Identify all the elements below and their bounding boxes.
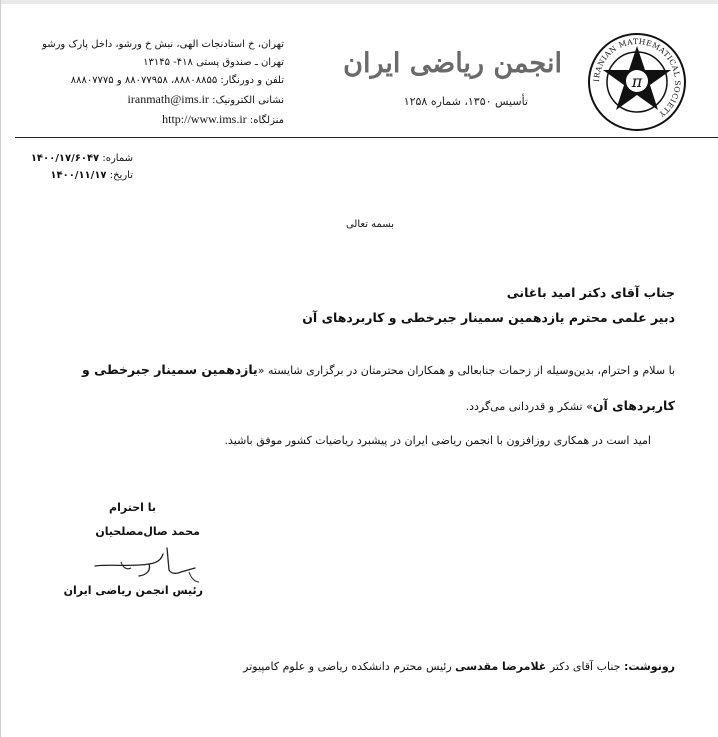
letter-date-value: ۱۴۰۰/۱۱/۱۷ [50,170,107,181]
email-line [4,90,284,110]
logo-pi-symbol: π [631,72,643,91]
web-line [4,110,284,130]
cc-title: رئیس محترم دانشکده ریاضی و علوم کامپیوتر [243,660,452,673]
web-label: منزلگاه: [249,115,284,126]
logo-ring-text: IRANIAN MATHEMATICAL SOCIETY [591,36,683,120]
email-label: نشانی الکترونیک: [212,95,284,106]
address-line-1: تهران، خ استادنجات الهی، نبش خ ورشو، داخل پارک ورشو [42,39,284,50]
contact-block [4,36,284,130]
society-name: انجمن ریاضی ایران [343,48,562,79]
phone-line: تلفن و دورنگار: ۸۸۸۰۸۸۵۵، ۸۸۰۷۷۹۵۸ و ۸۸۸۰۷۷۷۵ [70,75,284,86]
cc-label: رونوشت: [623,660,675,673]
addressee-title: دبیر علمی محترم یازدهمین سمینار جبرخطی و کاربردهای آن [302,310,675,325]
event-name-part-2: کاربردهای آن [592,398,675,413]
body-paragraph-line-1 [35,362,675,377]
invocation: بسمه تعالی [345,219,394,230]
page-top-edge [1,0,718,4]
addressee-name: جناب آقای دکتر امید باغانی [506,285,675,300]
cc-name: غلامرضا مقدسی [455,660,547,673]
header-divider [15,137,718,138]
address-line-2: تهران ـ صندوق پستی ۴۱۸- ۱۳۱۴۵ [143,57,284,68]
body-paragraph-2: امید است در همکاری روزافزون با انجمن ریاضی ایران در پیشبرد ریاضیات کشور موفق باشید. [224,434,651,447]
society-logo [587,32,687,132]
closing-greeting: با احترام [109,501,156,514]
signer-name: محمد صال‌مصلحیان [95,525,200,538]
letter-number-label: شماره: [102,153,133,164]
reference-block [0,150,133,184]
handwritten-signature [91,542,201,584]
letter-number-value: ۱۴۰۰/۱۷/۶۰۴۷ [30,153,100,164]
body-text-1: با سلام و احترام، بدین‌وسیله از زحمات جنابعالی و همکاران محترمتان در برگزاری شایسته « [257,364,675,377]
letter-date [0,167,133,184]
cc-prefix: جناب آقای دکتر [549,660,621,673]
event-name-part-1: یازدهمین سمینار جبرخطی و [82,362,258,377]
letter-number [0,150,133,167]
web-link[interactable]: http://www.ims.ir [162,112,247,126]
founded-info: تأسیس ۱۳۵۰، شماره ۱۲۵۸ [403,95,528,108]
carbon-copy-line [243,660,675,673]
signer-title: رئیس انجمن ریاضی ایران [63,584,203,597]
body-paragraph-line-2 [466,398,675,413]
letter-date-label: تاریخ: [109,170,133,181]
email-link[interactable]: iranmath@ims.ir [127,92,209,106]
body-text-2: » تشکر و قدردانی می‌گردد. [465,400,593,413]
